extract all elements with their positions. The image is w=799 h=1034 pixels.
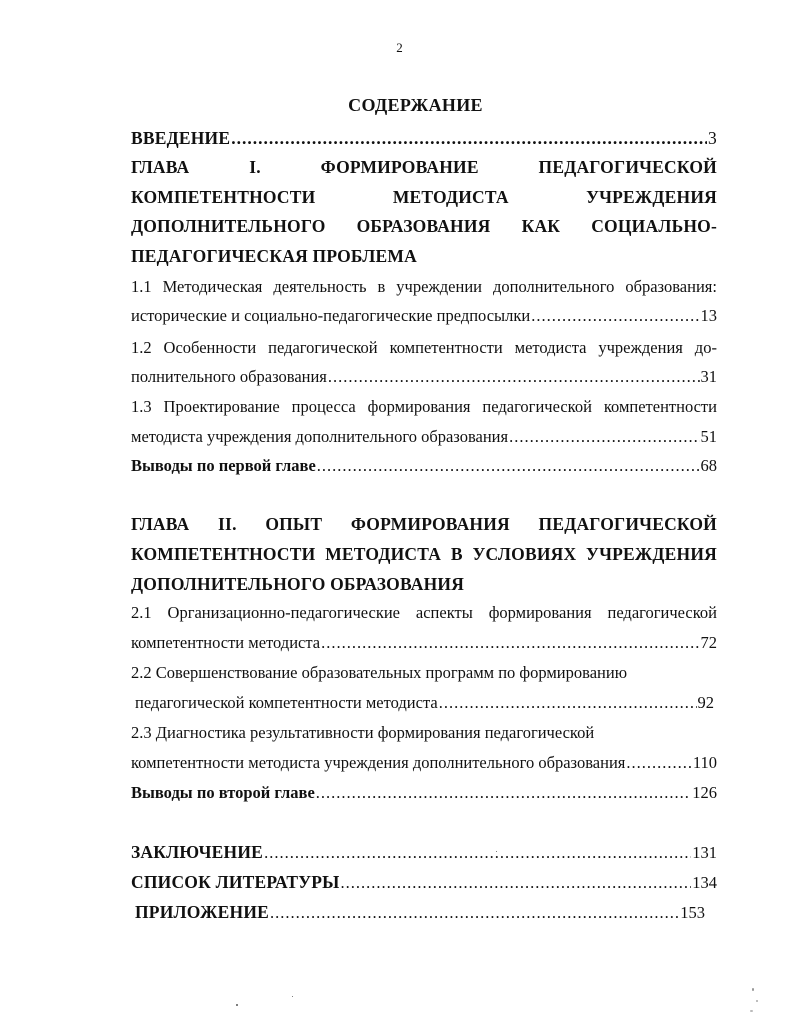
scan-speck [756, 1000, 758, 1002]
heading-word: КАК [521, 216, 561, 236]
toc-page-number: 126 [692, 783, 717, 802]
toc-entry-references[interactable] [131, 871, 717, 894]
toc-word: педагогической [607, 603, 717, 622]
heading-word: ГЛАВА [131, 514, 190, 534]
toc-word: Методическая [162, 277, 263, 296]
toc-word: 1.1 [131, 277, 152, 296]
toc-word: формирования [488, 603, 592, 622]
heading-word: КОМПЕТЕНТНОСТИ [131, 187, 316, 207]
heading-word: ДОПОЛНИТЕЛЬНОГО [131, 216, 326, 236]
dot-leader [317, 455, 700, 477]
toc-word: Проектирование [163, 397, 280, 416]
heading-word: СОЦИАЛЬНО- [591, 216, 717, 236]
toc-chapter1-conclusions[interactable] [131, 455, 717, 477]
toc-word: компетентности [603, 397, 717, 416]
dot-leader [439, 692, 697, 714]
scan-speck [752, 988, 754, 991]
heading-word: ПЕДАГОГИЧЕСКОЙ [538, 157, 717, 177]
toc-section-2-2-line1[interactable]: 2.2 Совершенствование образовательных программ по формированию [131, 663, 628, 682]
chapter2-heading-line2[interactable] [131, 543, 717, 565]
scan-speck [292, 996, 293, 997]
toc-entry-text: педагогической компетентности методиста [135, 693, 438, 712]
chapter1-heading-line4[interactable]: ПЕДАГОГИЧЕСКАЯ ПРОБЛЕМА [131, 246, 417, 266]
toc-page-number: 3 [708, 128, 717, 148]
toc-entry-appendix[interactable] [135, 901, 705, 924]
heading-word: ОБРАЗОВАНИЯ [356, 216, 491, 236]
dot-leader [626, 752, 691, 774]
toc-section-1-1-line1[interactable] [131, 276, 717, 298]
toc-section-2-2-line2[interactable] [135, 692, 714, 714]
heading-word: ГЛАВА [131, 157, 190, 177]
toc-section-1-1-line2[interactable] [131, 305, 717, 327]
toc-word: 1.3 [131, 397, 152, 416]
chapter1-heading-line2[interactable] [131, 186, 717, 208]
toc-section-1-3-line2[interactable] [131, 426, 717, 448]
toc-word: Особенности [163, 338, 257, 357]
toc-word: до- [694, 338, 717, 357]
toc-section-2-1-line1[interactable] [131, 602, 717, 624]
toc-page-number: 13 [700, 306, 717, 325]
page-number: 2 [396, 40, 403, 55]
toc-word: учреждении [396, 277, 482, 296]
dot-leader [509, 426, 699, 448]
toc-page-number: 92 [697, 693, 714, 712]
toc-page-number: 153 [680, 903, 705, 922]
scan-speck [750, 1010, 753, 1012]
toc-entry-text: ПРИЛОЖЕНИЕ [135, 902, 270, 922]
toc-word: в [377, 277, 386, 296]
toc-word: Организационно-педагогические [167, 603, 400, 622]
toc-entry-text: полнительного образования [131, 367, 327, 386]
chapter2-heading-line3[interactable]: ДОПОЛНИТЕЛЬНОГО ОБРАЗОВАНИЯ [131, 574, 465, 594]
toc-word: формирования [367, 397, 471, 416]
heading-word: МЕТОДИСТА [325, 544, 442, 564]
toc-page-number: 110 [692, 753, 717, 772]
toc-word: процесса [291, 397, 356, 416]
dot-leader [231, 127, 707, 149]
dot-leader [341, 872, 692, 894]
toc-page-number: 31 [700, 367, 717, 386]
scan-speck [236, 1004, 238, 1006]
chapter1-heading-line3[interactable] [131, 215, 717, 237]
toc-entry-text: Выводы по второй главе [131, 783, 315, 802]
toc-word: аспекты [415, 603, 473, 622]
toc-chapter2-conclusions[interactable] [131, 782, 717, 804]
toc-page-number: 131 [692, 843, 717, 862]
chapter1-heading-line1[interactable] [131, 156, 717, 178]
heading-word: ОПЫТ [265, 514, 323, 534]
toc-section-1-2-line2[interactable] [131, 366, 717, 388]
toc-word: дополнительного [492, 277, 615, 296]
dot-leader [316, 782, 691, 804]
toc-section-1-2-line1[interactable] [131, 337, 717, 359]
toc-entry-conclusion[interactable] [131, 841, 717, 864]
heading-word: УЧРЕЖДЕНИЯ [586, 187, 717, 207]
heading-word: КОМПЕТЕНТНОСТИ [131, 544, 316, 564]
heading-word: В [450, 544, 463, 564]
chapter2-heading-line1[interactable] [131, 513, 717, 535]
dot-leader [328, 366, 700, 388]
toc-entry-text: СПИСОК ЛИТЕРАТУРЫ [131, 872, 340, 892]
heading-word: I. [249, 157, 261, 177]
toc-page-number: 68 [700, 456, 717, 475]
dot-leader [321, 632, 699, 654]
dot-leader [270, 902, 679, 924]
toc-entry-text: компетентности методиста [131, 633, 321, 652]
toc-word: педагогической [482, 397, 592, 416]
toc-word: образования: [625, 277, 717, 296]
toc-entry-text: исторические и социально-педагогические предпосылки [131, 306, 531, 325]
dot-leader [264, 842, 691, 864]
toc-word: 2.1 [131, 603, 152, 622]
toc-entry-text: Выводы по первой главе [131, 456, 316, 475]
toc-title: СОДЕРЖАНИЕ [348, 95, 483, 115]
heading-word: УСЛОВИЯХ [472, 544, 577, 564]
toc-word: 1.2 [131, 338, 152, 357]
toc-section-1-3-line1[interactable] [131, 396, 717, 418]
toc-page-number: 134 [692, 873, 717, 892]
heading-word: ПЕДАГОГИЧЕСКОЙ [538, 514, 717, 534]
toc-section-2-1-line2[interactable] [131, 632, 717, 654]
toc-entry-introduction[interactable] [131, 127, 717, 149]
toc-word: учреждения [598, 338, 683, 357]
toc-page-number: 72 [700, 633, 717, 652]
toc-word: компетентности [389, 338, 503, 357]
toc-word: педагогической [268, 338, 378, 357]
toc-section-2-3-line2[interactable] [131, 752, 717, 774]
toc-entry-text: компетентности методиста учреждения дополнительного образования [131, 753, 626, 772]
heading-word: МЕТОДИСТА [392, 187, 509, 207]
scan-speck [496, 851, 497, 852]
toc-section-2-3-line1[interactable]: 2.3 Диагностика результативности формирования педагогической [131, 723, 595, 742]
toc-entry-text: ЗАКЛЮЧЕНИЕ [131, 842, 264, 862]
toc-entry-text: ВВЕДЕНИЕ [131, 128, 231, 148]
toc-word: деятельность [273, 277, 367, 296]
heading-word: II. [218, 514, 237, 534]
toc-page-number: 51 [700, 427, 717, 446]
heading-word: УЧРЕЖДЕНИЯ [586, 544, 717, 564]
toc-word: методиста [514, 338, 587, 357]
heading-word: ФОРМИРОВАНИЕ [320, 157, 479, 177]
toc-entry-text: методиста учреждения дополнительного образования [131, 427, 509, 446]
heading-word: ФОРМИРОВАНИЯ [350, 514, 510, 534]
dot-leader [531, 305, 699, 327]
